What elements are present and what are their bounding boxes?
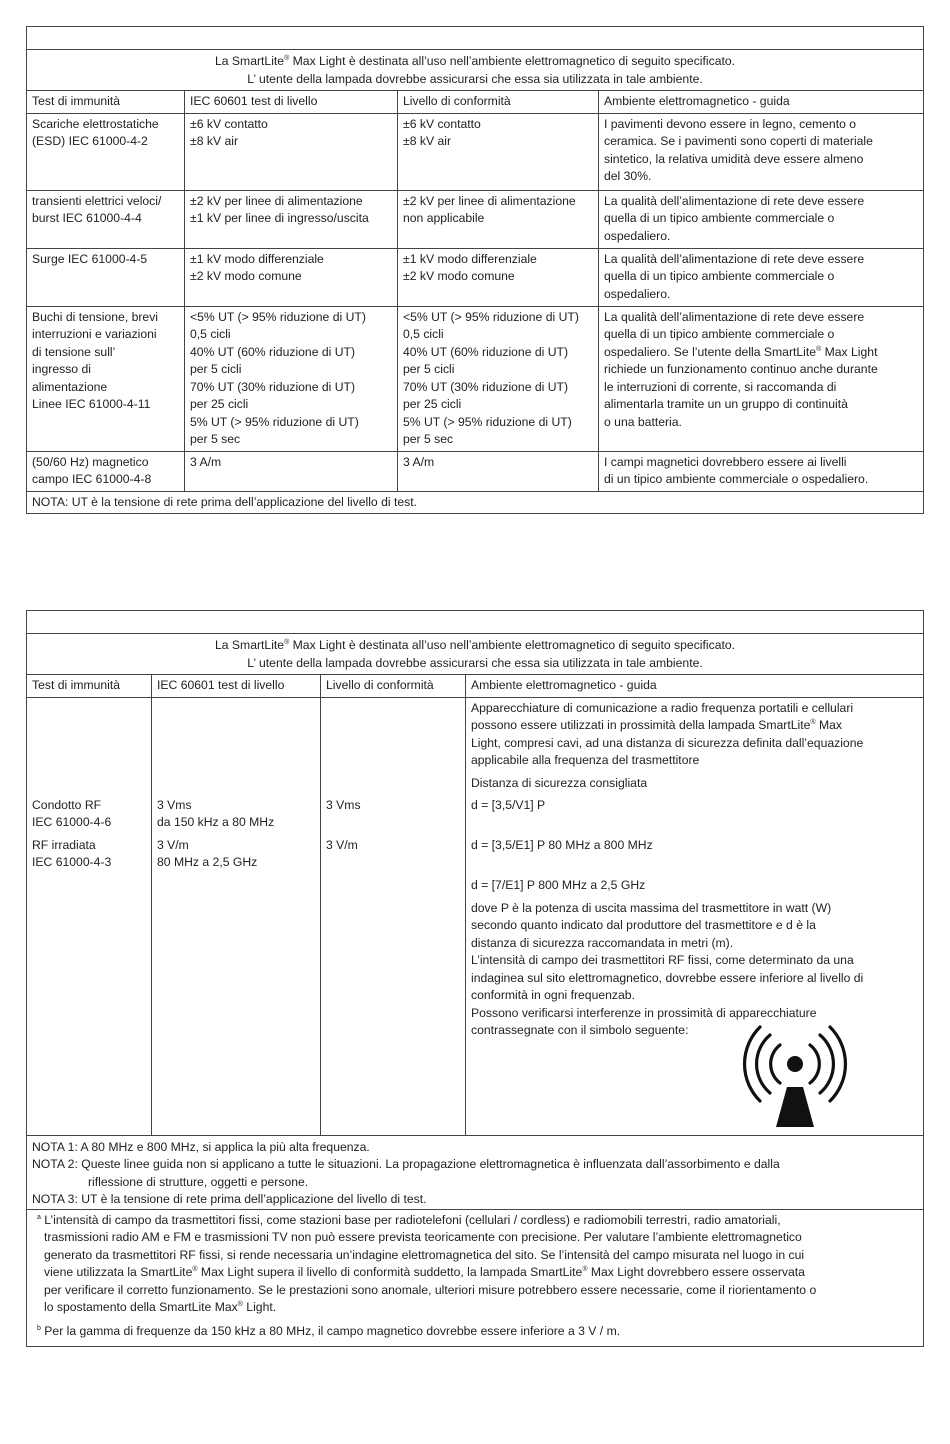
cell-line: conformità in ogni frequenzab. <box>471 988 635 1002</box>
footnote-a <box>32 1212 918 1317</box>
cell-line: richiede un funzionamento continuo anche durante <box>604 362 878 376</box>
footnote-a-line: per verificare il corretto funzionamento. Se le prestazioni sono anomale, ulteriori misure potrebbero essere necessarie, come il riorientamento o <box>44 1282 817 1297</box>
cell-line: Light, compresi cavi, ad una distanza di sicurezza definita dall’equazione <box>471 735 864 750</box>
cell-line: I campi magnetici dovrebbero essere ai livelli <box>604 454 847 469</box>
cell-line: 70% UT (30% riduzione di UT) <box>403 379 569 394</box>
footnote-b <box>32 1323 918 1341</box>
table-row <box>27 306 923 451</box>
cell-line: IEC 61000-4-3 <box>32 855 112 869</box>
footnote-b-line: Per la gamma di frequenze da 150 kHz a 80 MHz, il campo magnetico dovrebbe essere inferiore a 3 V / m. <box>44 1323 621 1338</box>
note-2-cont: riflessione di strutture, oggetti e persone. <box>88 1174 309 1189</box>
compliance-cell <box>397 114 598 190</box>
cell-line: indaginea sul sito elettromagnetico, dovrebbe essere inferiore al livello di <box>471 970 864 985</box>
cell-line: interruzioni e variazioni <box>32 327 157 341</box>
table1-header: Ambiente elettromagnetico - guida <box>598 91 923 113</box>
cell-line: 3 Vms <box>326 797 361 812</box>
cell-line: 40% UT (60% riduzione di UT) <box>190 344 356 359</box>
cell-line: quella di un tipico ambiente commerciale o <box>604 327 835 341</box>
table2-footnotes-row <box>27 1209 923 1347</box>
note-1: NOTA 1: A 80 MHz e 800 MHz, si applica la più alta frequenza. <box>32 1139 370 1154</box>
cell-line: per 5 cicli <box>403 362 455 376</box>
table-row <box>27 190 923 248</box>
level-cell <box>184 191 397 248</box>
cell-line: La qualità dell’alimentazione di rete deve essere <box>604 193 865 208</box>
test-cell <box>27 249 184 306</box>
cell-line: ±2 kV modo comune <box>403 269 515 283</box>
cell-line: ingresso di <box>32 362 91 376</box>
cell-line: 0,5 cicli <box>190 327 231 341</box>
cell-line: ±6 kV contatto <box>190 116 268 131</box>
cell-line: ±8 kV air <box>190 134 239 148</box>
immunity-table-2 <box>26 610 924 1347</box>
cell-line: 3 A/m <box>190 454 222 469</box>
guidance-cell <box>598 114 923 190</box>
cell-line: quella di un tipico ambiente commerciale o <box>604 211 835 225</box>
table1-note-row <box>27 491 923 514</box>
cell-line: da 150 kHz a 80 MHz <box>157 815 275 829</box>
test-cell <box>27 191 184 248</box>
note-2: NOTA 2: Queste linee guida non si applicano a tutte le situazioni. La propagazione elettromagnetica è influenzata dall’assorbimento e dalla <box>32 1157 780 1171</box>
cell-line: La qualità dell’alimentazione di rete deve essere <box>604 251 865 266</box>
cell-line: per 5 sec <box>190 432 241 446</box>
cell-line: 3 V/m <box>326 837 358 852</box>
table2-intro <box>27 634 923 674</box>
cell-line: ±2 kV modo comune <box>190 269 302 283</box>
compliance-cell <box>397 452 598 491</box>
cell-line: di un tipico ambiente commerciale o ospedaliero. <box>604 472 869 486</box>
table1-intro <box>27 50 923 90</box>
cell-line: (ESD) IEC 61000-4-2 <box>32 134 148 148</box>
cell-line: alimentarla tramite un un gruppo di continuità <box>604 397 848 411</box>
table-row <box>27 113 923 190</box>
cell-line: ±2 kV per linee di alimentazione <box>403 193 576 208</box>
cell-line: 3 Vms <box>157 797 192 812</box>
level-cell <box>184 452 397 491</box>
footnote-a-mark: a <box>37 1213 41 1221</box>
cell-line: L’intensità di campo dei trasmettitori RF fissi, come determinato da una <box>471 953 854 967</box>
cell-line: quella di un tipico ambiente commerciale o <box>604 269 835 283</box>
table1-note: NOTA: UT è la tensione di rete prima dell’applicazione del livello di test. <box>32 494 417 509</box>
footnote-a-line: L’intensità di campo da trasmettitori fissi, come stazioni base per radiotelefoni (cellulari / cordless) e radiomobili terrestri, radio amatoriali, <box>44 1212 781 1227</box>
cell-line: secondo quanto indicato dal produttore del trasmettitore e d è la <box>471 918 816 932</box>
cell-line: alimentazione <box>32 379 108 394</box>
cell-line: ospedaliero. Se l’utente della SmartLite® Max Light <box>604 344 878 359</box>
cell-line: o una batteria. <box>604 414 682 429</box>
level-cell <box>184 307 397 451</box>
table1-header-row <box>27 90 923 113</box>
cell-line: campo IEC 61000-4-8 <box>32 472 152 486</box>
cell-line: per 5 cicli <box>190 362 242 376</box>
cell-line: ±2 kV per linee di alimentazione <box>190 193 363 208</box>
compliance-cell <box>397 249 598 306</box>
test-cell <box>27 698 151 1135</box>
cell-line: applicabile alla frequenza del trasmettitore <box>471 753 700 767</box>
level-cell <box>151 698 320 1135</box>
formula-3: d = [7/E1] P 800 MHz a 2,5 GHz <box>471 878 646 892</box>
table2-header: Livello di conformità <box>320 675 465 697</box>
cell-line: <5% UT (> 95% riduzione di UT) <box>190 309 366 324</box>
table2-notes-row <box>27 1135 923 1209</box>
footnote-a-line: viene utilizzata la SmartLite® Max Light supera il livello di conformità suddetto, la lampada SmartLite® Max Light dovrebbero essere osservata <box>44 1265 805 1279</box>
cell-line: sintetico, la relativa umidità deve essere almeno <box>604 151 864 166</box>
guidance-cell <box>465 698 923 1135</box>
cell-line: transienti elettrici veloci/ <box>32 193 162 208</box>
cell-line: 3 V/m <box>157 837 189 852</box>
cell-line: ±1 kV modo differenziale <box>190 251 324 266</box>
cell-line: per 25 cicli <box>190 397 249 411</box>
table2-notes <box>27 1136 923 1209</box>
cell-line: 70% UT (30% riduzione di UT) <box>190 379 356 394</box>
cell-line: per 25 cicli <box>403 397 462 411</box>
cell-line: (50/60 Hz) magnetico <box>32 454 149 469</box>
cell-line: La qualità dell’alimentazione di rete deve essere <box>604 309 865 324</box>
distance-label: Distanza di sicurezza consigliata <box>471 775 648 790</box>
cell-line: Scariche elettrostatiche <box>32 116 159 131</box>
cell-line: Condotto RF <box>32 797 102 812</box>
table-row <box>27 248 923 306</box>
table-row <box>27 697 923 1135</box>
guidance-cell <box>598 452 923 491</box>
test-cell <box>27 307 184 451</box>
table2-intro-line: L’ utente della lampada dovrebbe assicurarsi che essa sia utilizzata in tale ambiente. <box>247 655 703 670</box>
cell-line: 40% UT (60% riduzione di UT) <box>403 344 569 359</box>
table1-header: Livello di conformità <box>397 91 598 113</box>
formula-1: d = [3,5/V1] P <box>471 798 546 812</box>
footnote-a-line: generato da trasmettitori RF fissi, si rende necessaria un’indagine elettromagnetica del sito. Se l’intensità del campo misurata nel luogo in cui <box>44 1247 805 1262</box>
table2-header: Test di immunità <box>32 678 121 692</box>
table2-intro-row <box>27 633 923 674</box>
cell-line: contrassegnate con il simbolo seguente: <box>471 1023 689 1037</box>
cell-line: Buchi di tensione, brevi <box>32 309 159 324</box>
cell-line: 5% UT (> 95% riduzione di UT) <box>403 414 572 429</box>
cell-line: <5% UT (> 95% riduzione di UT) <box>403 309 579 324</box>
cell-line: RF irradiata <box>32 837 96 852</box>
cell-line: IEC 61000-4-6 <box>32 815 112 829</box>
cell-line: Possono verificarsi interferenze in prossimità di apparecchiature <box>471 1005 817 1020</box>
level-cell <box>184 114 397 190</box>
table1-intro-line: L’ utente della lampada dovrebbe assicurarsi che essa sia utilizzata in tale ambiente. <box>247 71 703 86</box>
cell-line: ±1 kV modo differenziale <box>403 251 537 266</box>
cell-line: ospedaliero. <box>604 228 671 243</box>
cell-line: per 5 sec <box>403 432 454 446</box>
table2-blank-title-row <box>27 611 923 633</box>
compliance-cell <box>320 698 465 1135</box>
cell-line: del 30%. <box>604 169 652 183</box>
cell-line: ±8 kV air <box>403 134 452 148</box>
table-row <box>27 451 923 491</box>
guidance-cell <box>598 249 923 306</box>
table1-intro-line: La SmartLite® Max Light è destinata all’uso nell’ambiente elettromagnetico di seguito specificato. <box>214 54 736 68</box>
table2-footnotes <box>27 1210 923 1347</box>
cell-line: Surge IEC 61000-4-5 <box>32 251 148 266</box>
guidance-cell <box>598 307 923 451</box>
note-3: NOTA 3: UT è la tensione di rete prima dell’applicazione del livello di test. <box>32 1192 427 1206</box>
non-ionizing-radiation-icon <box>740 1025 850 1129</box>
cell-line: Linee IEC 61000-4-11 <box>32 397 151 411</box>
immunity-table-1 <box>26 26 924 514</box>
table1-header: IEC 60601 test di livello <box>184 91 397 113</box>
cell-line: 80 MHz a 2,5 GHz <box>157 855 258 869</box>
cell-line: dove P è la potenza di uscita massima del trasmettitore in watt (W) <box>471 900 832 915</box>
test-cell <box>27 452 184 491</box>
table2-intro-line: La SmartLite® Max Light è destinata all’uso nell’ambiente elettromagnetico di seguito specificato. <box>214 638 736 652</box>
cell-line: distanza di sicurezza raccomandata in metri (m). <box>471 935 734 950</box>
cell-line: burst IEC 61000-4-4 <box>32 211 142 225</box>
guidance-cell <box>598 191 923 248</box>
cell-line: ceramica. Se i pavimenti sono coperti di materiale <box>604 134 873 148</box>
table2-header: Ambiente elettromagnetico - guida <box>465 675 923 697</box>
level-cell <box>184 249 397 306</box>
cell-line: ospedaliero. <box>604 286 671 301</box>
footnote-b-mark: b <box>37 1324 41 1332</box>
formula-2: d = [3,5/E1] P 80 MHz a 800 MHz <box>471 838 653 852</box>
cell-line: possono essere utilizzati in prossimità della lampada SmartLite® Max <box>471 718 842 732</box>
footnote-a-line: lo spostamento della SmartLite Max® Light. <box>44 1300 277 1314</box>
cell-line: I pavimenti devono essere in legno, cemento o <box>604 116 857 131</box>
cell-line: 3 A/m <box>403 454 435 469</box>
cell-line: ±1 kV per linee di ingresso/uscita <box>190 211 369 225</box>
cell-line: ±6 kV contatto <box>403 116 481 131</box>
compliance-cell <box>397 191 598 248</box>
table2-header: IEC 60601 test di livello <box>151 675 320 697</box>
cell-line: le interruzioni di corrente, si raccomanda di <box>604 379 837 394</box>
footnote-a-line: trasmissioni radio AM e FM e trasmissioni TV non può essere prevista teoricamente con precisione. Per valutare l’ambiente elettromagnetico <box>44 1230 802 1244</box>
cell-line: 0,5 cicli <box>403 327 444 341</box>
table1-header: Test di immunità <box>32 94 121 108</box>
cell-line: non applicabile <box>403 211 485 225</box>
compliance-cell <box>397 307 598 451</box>
cell-line: 5% UT (> 95% riduzione di UT) <box>190 414 359 429</box>
test-cell <box>27 114 184 190</box>
table1-blank-title-row <box>27 27 923 49</box>
table2-header-row <box>27 674 923 697</box>
table1-intro-row <box>27 49 923 90</box>
cell-line: Apparecchiature di comunicazione a radio frequenza portatili e cellulari <box>471 700 854 715</box>
cell-line: di tensione sull’ <box>32 344 116 359</box>
